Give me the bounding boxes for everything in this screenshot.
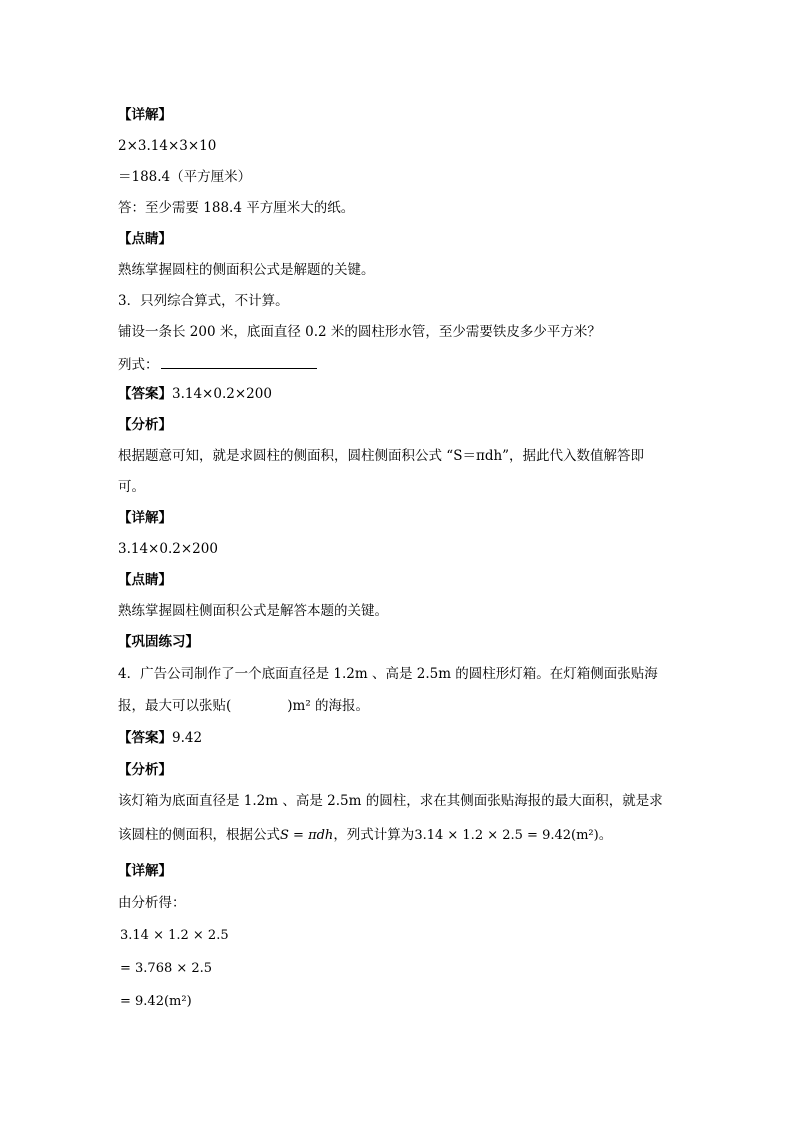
fenxi-text-part: ，列式计算为 <box>333 827 415 843</box>
fenxi-text <box>118 826 612 845</box>
section-title: 【巩固练习】 <box>118 634 199 650</box>
answer-label: 【答案】 <box>118 730 172 746</box>
question-body: 4．广告公司制作了一个底面直径是 1.2m 、高是 2.5m 的圆柱形灯箱。在灯箱侧面张贴海 <box>118 666 658 682</box>
calc-step: = 9.42(m²) <box>120 994 192 1009</box>
heading-xiangjie: 【详解】 <box>118 863 172 879</box>
calc-step: 3.14 × 1.2 × 2.5 <box>120 928 229 943</box>
question-text: 报，最大可以张贴( <box>118 698 232 714</box>
calc-step: = 3.768 × 2.5 <box>120 961 213 976</box>
fenxi-text: 可。 <box>118 479 145 495</box>
question-body: 铺设一条长 200 米，底面直径 0.2 米的圆柱形水管，至少需要铁皮多少平方米？ <box>118 324 601 340</box>
fenxi-text-part: 该圆柱的侧面积，根据公式 <box>118 827 280 843</box>
answer-row <box>118 385 272 403</box>
dianjing-text: 熟练掌握圆柱的侧面积公式是解题的关键。 <box>118 262 375 278</box>
question-text: )m² 的海报。 <box>287 698 370 714</box>
answer-value: 3.14×0.2×200 <box>172 386 272 402</box>
calc-line: 2×3.14×3×10 <box>118 138 217 154</box>
answer-line: 答：至少需要 188.4 平方厘米大的纸。 <box>118 200 355 216</box>
formula: 3.14 × 1.2 × 2.5 = 9.42(m²) <box>414 828 599 843</box>
fenxi-text-part: 。 <box>598 827 613 843</box>
question-title: 3．只列综合算式，不计算。 <box>118 293 289 309</box>
formula-label: 列式： <box>118 357 159 373</box>
heading-dianjing: 【点睛】 <box>118 231 172 247</box>
fenxi-text: 根据题意可知，就是求圆柱的侧面积，圆柱侧面积公式 “S＝πdh”，据此代入数值解答即 <box>118 448 645 464</box>
answer-row <box>118 729 202 747</box>
heading-dianjing: 【点睛】 <box>118 572 172 588</box>
heading-xiangjie: 【详解】 <box>118 510 172 526</box>
answer-value: 9.42 <box>172 730 203 746</box>
fenxi-text: 该灯箱为底面直径是 1.2m 、高是 2.5m 的圆柱，求在其侧面张贴海报的最大面积，就是求 <box>118 793 663 809</box>
xiangjie-value: 3.14×0.2×200 <box>118 541 218 557</box>
heading-fenxi: 【分析】 <box>118 762 172 778</box>
formula-row <box>118 354 317 374</box>
heading-xiangjie: 【详解】 <box>118 107 172 123</box>
answer-blank <box>161 354 317 369</box>
dianjing-text: 熟练掌握圆柱侧面积公式是解答本题的关键。 <box>118 603 388 619</box>
heading-fenxi: 【分析】 <box>118 417 172 433</box>
xiangjie-intro: 由分析得： <box>118 895 186 911</box>
question-body <box>118 697 369 715</box>
calc-line: ＝188.4（平方厘米） <box>118 169 252 185</box>
answer-label: 【答案】 <box>118 386 172 402</box>
formula: S = πdh <box>280 828 334 843</box>
